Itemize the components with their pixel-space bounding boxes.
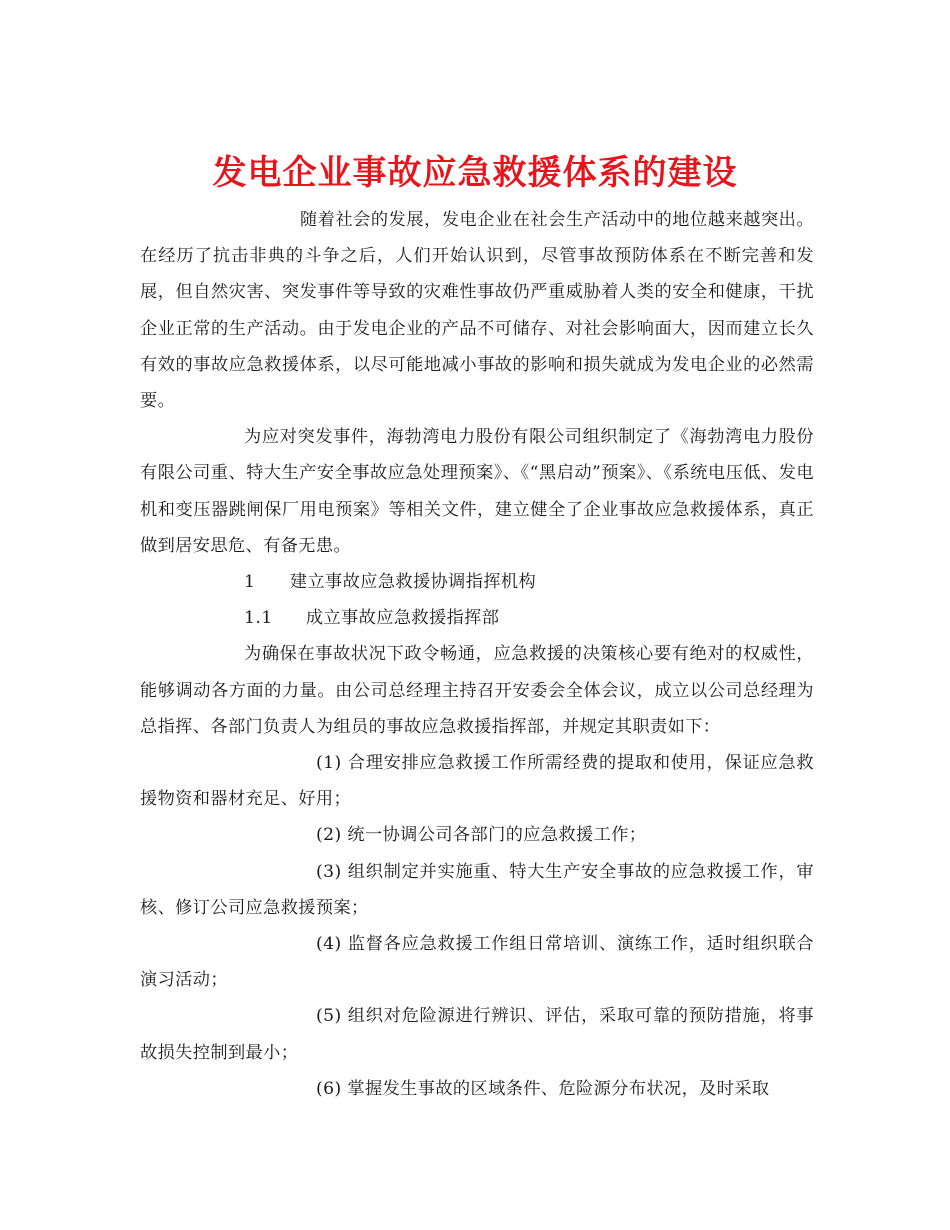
section-heading-1 [140,564,814,600]
section-number: 1.1 [244,608,273,629]
company-paragraph: 为应对突发事件，海勃湾电力股份有限公司组织制定了《海勃湾电力股份有限公司重、特大生产安全事故应急处理预案》、《“黑启动”预案》、《系统电压低、发电机和变压器跳闸保厂用电预案》等相关文件，建立健全了企业事故应急救援体系，真正做到居安思危、有备无患。 [140,427,814,556]
duty-item: (4) 监督各应急救援工作组日常培训、演练工作，适时组织联合演习活动； [140,934,814,991]
command-paragraph: 为确保在事故状况下政令畅通，应急救援的决策核心要有绝对的权威性，能够调动各方面的力量。由公司总经理主持召开安委会全体会议，成立以公司总经理为总指挥、各部门负责人为组员的事故应急救援指挥部，并规定其职责如下： [140,644,814,737]
duty-item: (3) 组织制定并实施重、特大生产安全事故的应急救援工作，审核、修订公司应急救援预案； [140,861,814,918]
duty-item: (6) 掌握发生事故的区域条件、危险源分布状况，及时采取 [316,1078,770,1099]
document-title: 发电企业事故应急救援体系的建设 [212,152,738,193]
section-title: 成立事故应急救援指挥部 [305,608,500,629]
duty-item: (1) 合理安排应急救援工作所需经费的提取和使用，保证应急救援物资和器材充足、好用； [140,753,814,810]
section-number: 1 [244,572,256,593]
duty-item: (5) 组织对危险源进行辨识、评估，采取可靠的预防措施，将事故损失控制到最小； [140,1006,814,1063]
document-body [140,202,814,1107]
duty-item: (2) 统一协调公司各部门的应急救援工作； [316,825,647,846]
intro-paragraph: 随着社会的发展，发电企业在社会生产活动中的地位越来越突出。在经历了抗击非典的斗争之后，人们开始认识到，尽管事故预防体系在不断完善和发展，但自然灾害、突发事件等导致的灾难性事故仍严重威胁着人类的安全和健康，干扰企业正常的生产活动。由于发电企业的产品不可储存、对社会影响面大，因而建立长久有效的事故应急救援体系，以尽可能地减小事故的影响和损失就成为发电企业的必然需要。 [140,210,814,412]
section-heading-1-1 [140,600,814,636]
section-title: 建立事故应急救援协调指挥机构 [289,572,537,593]
